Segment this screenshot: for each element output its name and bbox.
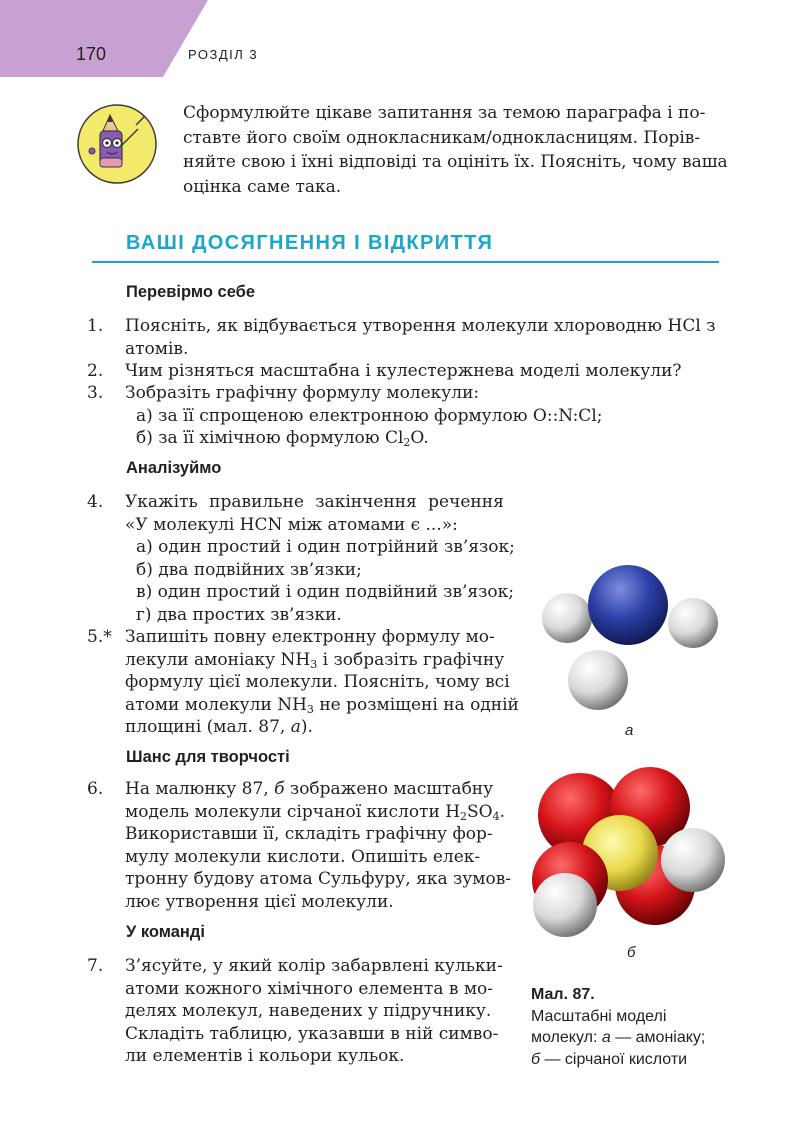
hydrogen-atom (661, 828, 725, 892)
question-number: 5.* (87, 627, 112, 647)
nitrogen-atom (588, 565, 668, 645)
question-line: З’ясуйте, у який колір забарвлені кульки- (125, 956, 503, 976)
question-number: 6. (87, 779, 104, 799)
question-line: тронну будову атома Сульфуру, яка зумов- (125, 869, 512, 889)
question-line: атоми молекули $NH_3$ не розміщені на одній (125, 694, 519, 716)
question-line: ли елементів і кольори кульок. (125, 1046, 405, 1066)
question-line: атоми кожного хімічного елемента в мо- (125, 978, 494, 999)
pencil-mascot-icon (76, 103, 158, 185)
question-option: б) за її хімічною формулою $Cl_2O$. (136, 428, 429, 449)
question-line: Складіть таблицю, указавши в ній симво- (125, 1023, 499, 1044)
question-option: в) один простий і один подвійний зв’язок; (136, 582, 515, 602)
question-line: делях молекул, наведених у підручнику. (125, 1001, 492, 1021)
subheading-creative: Шанс для творчості (126, 748, 290, 766)
question-line: площині (мал. 87, а). (125, 717, 313, 737)
caption-line: молекул: а — амоніаку; (531, 1029, 706, 1046)
question-option: г) два простих зв’язки. (136, 604, 342, 625)
intro-line: ставте його своїм однокласникам/однокласницям. Порів- (183, 127, 701, 148)
question-option: а) один простий і один потрійний зв’язок; (136, 537, 515, 557)
page-number: 170 (76, 44, 107, 64)
question-number: 3. (87, 383, 104, 403)
question-line: Чим різняться масштабна і кулестержнева моделі молекули? (125, 361, 682, 381)
question-line: Поясніть, як відбувається утворення молекули хлороводню HCl з (125, 316, 716, 336)
header-tab (0, 0, 208, 77)
question-number: 4. (87, 492, 104, 512)
question-line: Використавши її, складіть графічну фор- (125, 824, 493, 844)
question-line: Укажіть правильне закінчення речення (125, 492, 504, 512)
question-number: 7. (87, 956, 104, 976)
question-line: формулу цієї молекули. Поясніть, чому всі (125, 672, 510, 692)
question-line: На малюнку 87, б зображено масштабну (125, 779, 494, 799)
question-line: атомів. (125, 338, 189, 359)
intro-line: няйте свою і їхні відповіді та оцініть їх. Поясніть, чому ваша (183, 152, 728, 172)
section-label: РОЗДІЛ 3 (188, 47, 259, 62)
figure-label-a: а (625, 722, 634, 739)
intro-line: оцінка саме така. (183, 176, 342, 197)
question-option: а) за її спрощеною електронною формулою O::N:Cl; (136, 405, 603, 426)
figure-caption (531, 984, 771, 1070)
sulfuric-acid-molecule-model (525, 765, 735, 945)
hydrogen-atom (542, 593, 592, 643)
subheading-analyze: Аналізуймо (126, 459, 222, 477)
question-option: б) два подвійних зв’язки; (136, 559, 362, 580)
caption-line: Масштабні моделі (531, 1007, 667, 1025)
ammonia-molecule-model (535, 560, 730, 720)
question-line: Запишіть повну електронну формулу мо- (125, 627, 495, 647)
heading-divider (92, 261, 719, 263)
hydrogen-atom (668, 598, 718, 648)
question-line: «У молекулі HCN між атомами є ...»: (125, 514, 458, 535)
hydrogen-atom (568, 650, 628, 710)
question-line: лює утворення цієї молекули. (125, 891, 394, 912)
subheading-team: У команді (126, 923, 205, 941)
section-heading: ВАШІ ДОСЯГНЕННЯ І ВІДКРИТТЯ (126, 232, 494, 254)
intro-line: Сформулюйте цікаве запитання за темою параграфа і по- (183, 103, 706, 123)
question-line: лекули амоніаку $NH_3$ і зобразіть графічну (125, 649, 505, 671)
intro-paragraph (183, 101, 728, 199)
subheading-check: Перевірмо себе (126, 283, 256, 301)
question-number: 1. (87, 316, 104, 336)
question-line: мулу молекули кислоти. Опишіть елек- (125, 846, 481, 867)
caption-title: Мал. 87. (531, 986, 595, 1003)
question-line: Зобразіть графічну формулу молекули: (125, 383, 480, 403)
question-line: модель молекули сірчаної кислоти $H_2SO_4$. (125, 801, 506, 823)
caption-line: б — сірчаної кислоти (531, 1050, 688, 1068)
question-number: 2. (87, 361, 104, 381)
hydrogen-atom (533, 873, 597, 937)
figure-label-b: б (627, 944, 636, 961)
